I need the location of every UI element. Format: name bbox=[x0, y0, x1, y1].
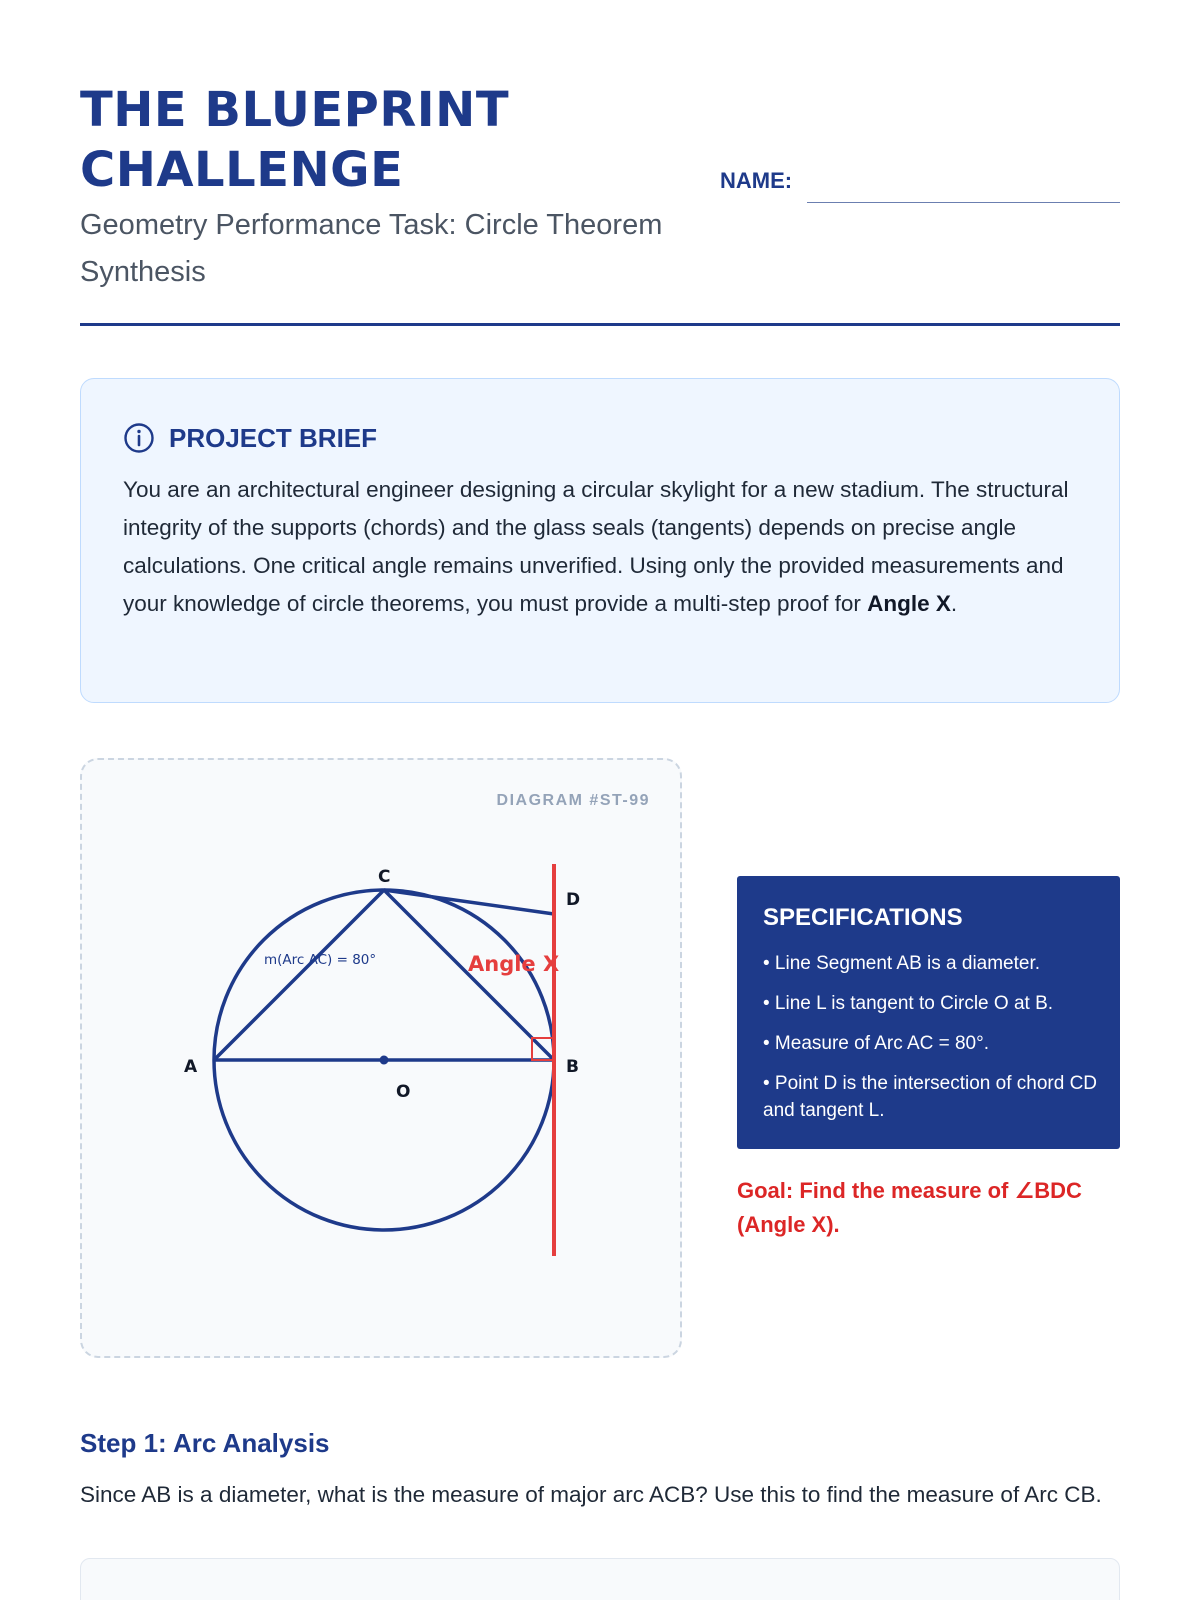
segment-cd bbox=[384, 890, 554, 914]
name-input-line[interactable] bbox=[807, 202, 1120, 203]
step-1-title: Step 1: Arc Analysis bbox=[80, 1428, 330, 1458]
label-d: D bbox=[566, 890, 581, 910]
info-circle-icon bbox=[123, 422, 155, 454]
label-a: A bbox=[184, 1057, 198, 1077]
diagram-panel bbox=[80, 758, 682, 1358]
name-field[interactable] bbox=[720, 164, 1120, 204]
center-point bbox=[380, 1056, 389, 1065]
label-c: C bbox=[378, 867, 391, 887]
specifications-panel bbox=[737, 876, 1120, 1149]
brief-body: You are an architectural engineer designing a circular skylight for a new stadium. The structural integrity of the supports (chords) and the glass seals (tangents) depends on precise angle calculations. One critical angle remains unverified. Using only the provided measurements and your knowledge of circle theorems, you must provide a multi-step proof for bbox=[123, 477, 1069, 616]
spec-item: • Line Segment AB is a diameter. bbox=[763, 953, 1041, 974]
brief-title: PROJECT BRIEF bbox=[169, 423, 378, 453]
brief-period: . bbox=[950, 591, 958, 616]
goal-statement: Goal: Find the measure of ∠BDC (Angle X). bbox=[737, 1178, 1082, 1237]
arc-ac-label: m(Arc AC) = 80° bbox=[264, 952, 377, 968]
diagram-tag: DIAGRAM #ST-99 bbox=[496, 792, 650, 809]
project-brief bbox=[80, 378, 1120, 703]
page-title: THE BLUEPRINT CHALLENGE bbox=[80, 82, 510, 198]
page-subtitle: Geometry Performance Task: Circle Theorem Synthesis bbox=[80, 209, 663, 288]
step-1-prompt: Since AB is a diameter, what is the measure of major arc ACB? Use this to find the measure of Arc CB. bbox=[80, 1482, 1102, 1507]
name-label: NAME: bbox=[720, 168, 793, 193]
circle-diagram bbox=[82, 760, 684, 1360]
label-o: O bbox=[396, 1082, 411, 1102]
step-1-answer-box[interactable] bbox=[80, 1558, 1120, 1600]
chord-ac bbox=[214, 890, 384, 1060]
brief-highlight: Angle X bbox=[867, 591, 951, 616]
spec-item: • Measure of Arc AC = 80°. bbox=[763, 1033, 989, 1054]
label-b: B bbox=[566, 1057, 579, 1077]
specs-title: SPECIFICATIONS bbox=[763, 904, 963, 931]
page-header bbox=[80, 80, 1120, 326]
spec-item: • Line L is tangent to Circle O at B. bbox=[763, 993, 1054, 1014]
spec-item: • Point D is the intersection of chord CD and tangent L. bbox=[763, 1073, 1098, 1121]
angle-x-label: Angle X bbox=[468, 952, 560, 976]
worksheet-page bbox=[80, 0, 1120, 1600]
brief-text bbox=[123, 471, 1083, 623]
specs-list bbox=[763, 950, 1103, 1137]
